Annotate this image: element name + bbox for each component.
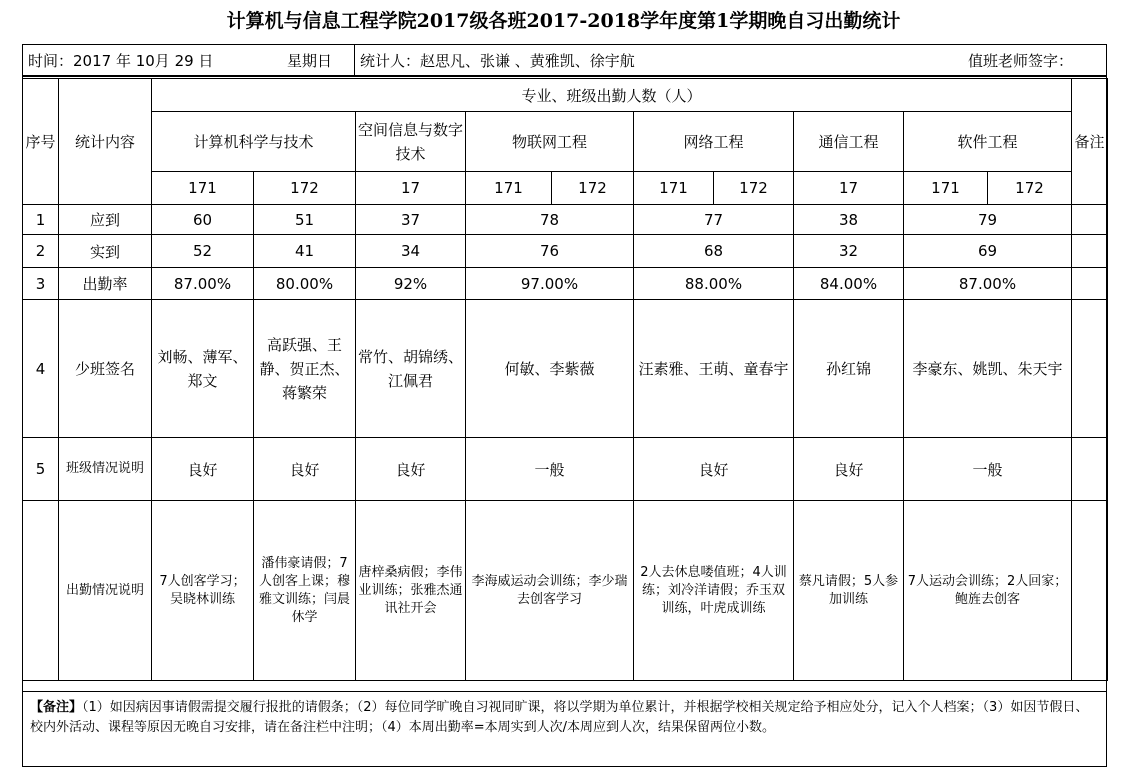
class-cell: 171 [634,172,714,205]
teacher-sign-field: 值班老师签字： [968,52,1074,70]
value-cell: 76 [466,235,634,268]
row-label: 出勤率 [59,268,152,300]
value-cell: 37 [356,205,466,235]
row-leaders [23,300,1108,438]
attendance-note-cell: 7人运动会训练；2人回家；鲍旌去创客 [904,501,1072,681]
footnote-tag: 【备注】 [30,700,83,715]
class-cell: 172 [714,172,794,205]
signature-cell: 何敏、李紫薇 [466,300,634,438]
value-cell: 一般 [904,438,1072,501]
value-cell: 80.00% [254,268,356,300]
major-iot: 物联网工程 [466,112,634,172]
attendance-table [22,78,1108,681]
value-cell: 68 [634,235,794,268]
attendance-note-cell: 蔡凡请假；5人参加训练 [794,501,904,681]
value-cell: 87.00% [904,268,1072,300]
counters-field: 统计人：赵思凡、张谦 、黄雅凯、徐宇航 [360,52,635,70]
remark-cell [1072,501,1108,681]
weekday-field: 星期日 [287,52,333,70]
remark-cell [1072,235,1108,268]
remark-cell [1072,205,1108,235]
remark-cell [1072,268,1108,300]
major-comm: 通信工程 [794,112,904,172]
value-cell: 32 [794,235,904,268]
row-expected [23,205,1108,235]
major-software: 软件工程 [904,112,1072,172]
class-cell: 17 [356,172,466,205]
row-label: 应到 [59,205,152,235]
major-spatial: 空间信息与数字技术 [356,112,466,172]
class-cell: 172 [988,172,1072,205]
page-title: 计算机与信息工程学院2017级各班2017-2018学年度第1学期晚自习出勤统计 [226,10,901,32]
header-content: 统计内容 [59,79,152,205]
value-cell: 良好 [634,438,794,501]
attendance-note-cell: 潘伟豪请假；7人创客上课；穆雅文训练；闫晨休学 [254,501,356,681]
signature-cell: 高跃强、王静、贺正杰、蒋繁荣 [254,300,356,438]
date-field: 时间：2017 年 10月 29 日 [28,52,214,70]
class-cell: 171 [904,172,988,205]
row-no: 2 [23,235,59,268]
row-situation [23,438,1108,501]
row-label: 少班签名 [59,300,152,438]
value-cell: 84.00% [794,268,904,300]
signature-cell: 刘畅、薄军、郑文 [152,300,254,438]
value-cell: 良好 [254,438,356,501]
info-divider [354,44,355,75]
row-no: 4 [23,300,59,438]
value-cell: 52 [152,235,254,268]
class-cell: 171 [152,172,254,205]
value-cell: 良好 [794,438,904,501]
value-cell: 良好 [356,438,466,501]
header-seq: 序号 [23,79,59,205]
value-cell: 38 [794,205,904,235]
remark-cell [1072,300,1108,438]
value-cell: 79 [904,205,1072,235]
value-cell: 60 [152,205,254,235]
class-cell: 17 [794,172,904,205]
signature-cell: 李豪东、姚凯、朱天宇 [904,300,1072,438]
row-label: 班级情况说明 [59,438,152,501]
row-no: 3 [23,268,59,300]
signature-cell: 孙红锦 [794,300,904,438]
value-cell: 良好 [152,438,254,501]
attendance-note-cell: 7人创客学习；吴晓林训练 [152,501,254,681]
value-cell: 87.00% [152,268,254,300]
row-label: 实到 [59,235,152,268]
class-cell: 172 [552,172,634,205]
row-no [23,501,59,681]
attendance-note-cell: 唐梓桑病假；李伟业训练；张雅杰通讯社开会 [356,501,466,681]
value-cell: 41 [254,235,356,268]
footnote-text: （1）如因病因事请假需提交履行报批的请假条；（2）每位同学旷晚自习视同旷课，将以学期为单位累计，并根据学校相关规定给予相应处分，记入个人档案；（3）如因节假日、校内外活动、课程等原因无晚自习安排，请在备注栏中注明；（4）本周出勤率=本周实到人次/本周应到人次，结果保留两位小数。 [30,700,1089,735]
value-cell: 69 [904,235,1072,268]
value-cell: 97.00% [466,268,634,300]
row-rate [23,268,1108,300]
attendance-note-cell: 2人去休息喽值班；4人训练；刘冷洋请假；乔玉双训练，叶虎成训练 [634,501,794,681]
row-no: 1 [23,205,59,235]
signature-cell: 常竹、胡锦绣、江佩君 [356,300,466,438]
footnote [22,691,1107,767]
value-cell: 78 [466,205,634,235]
attendance-note-cell: 李海威运动会训练；李少瑞去创客学习 [466,501,634,681]
class-cell: 171 [466,172,552,205]
value-cell: 92% [356,268,466,300]
value-cell: 88.00% [634,268,794,300]
row-label: 出勤情况说明 [59,501,152,681]
row-actual [23,235,1108,268]
header-majors-caption: 专业、班级出勤人数（人） [152,79,1072,112]
class-cell: 172 [254,172,356,205]
row-attendance [23,501,1108,681]
row-no: 5 [23,438,59,501]
major-cs: 计算机科学与技术 [152,112,356,172]
value-cell: 51 [254,205,356,235]
value-cell: 34 [356,235,466,268]
major-network: 网络工程 [634,112,794,172]
value-cell: 77 [634,205,794,235]
info-bar [22,44,1107,77]
value-cell: 一般 [466,438,634,501]
remark-cell [1072,438,1108,501]
signature-cell: 汪素雅、王萌、童春宇 [634,300,794,438]
header-remark: 备注 [1072,79,1108,205]
